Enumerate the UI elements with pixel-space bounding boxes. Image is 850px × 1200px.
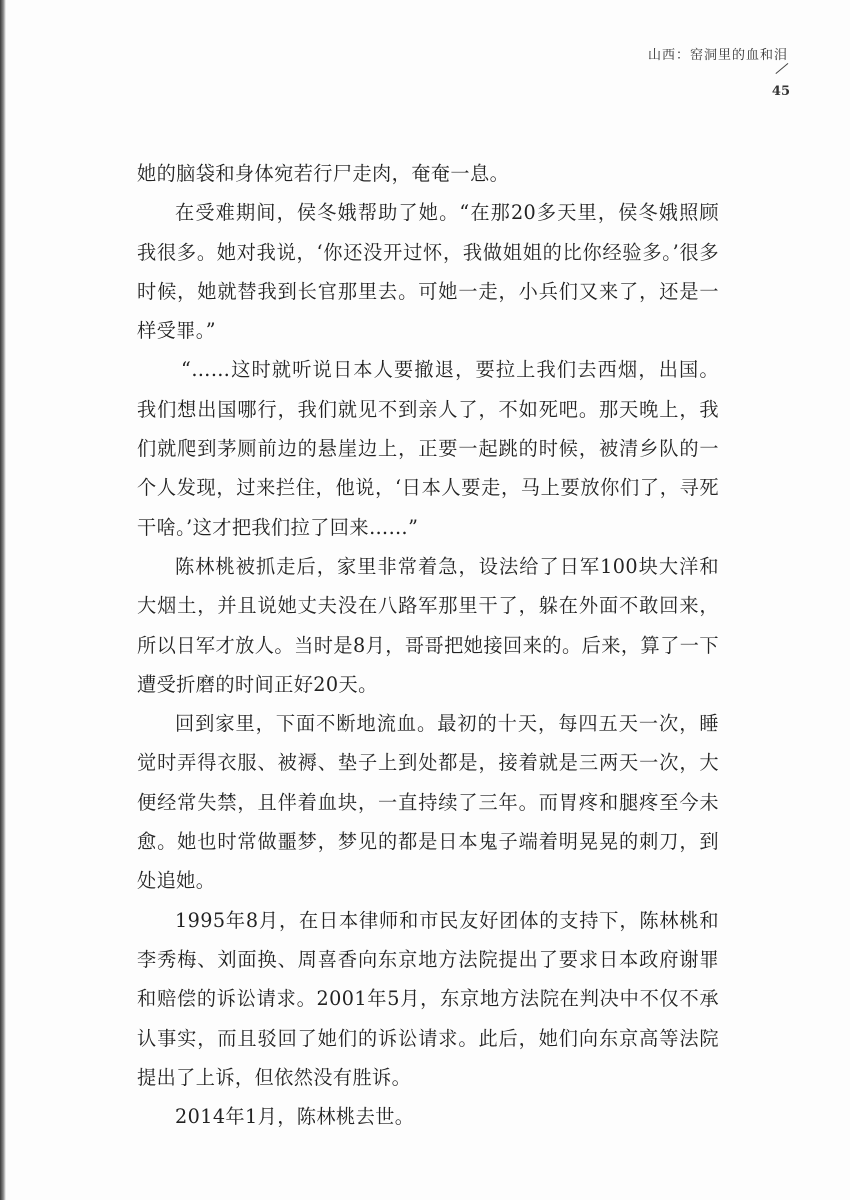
- paragraph: 回到家里，下面不断地流血。最初的十天，每四五天一次，睡觉时弄得衣服、被褥、垫子上到处都是，接着就是三两天一次，大便经常失禁，且伴着血块，一直持续了三年。而胃疼和腿疼至今未愈。她也时常做噩梦，梦见的都是日本鬼子端着明晃晃的刺刀，到处追她。: [137, 712, 719, 893]
- paragraph: 在受难期间，侯冬娥帮助了她。“在那20多天里，侯冬娥照顾我很多。她对我说，‘你还没开过怀，我做姐姐的比你经验多。’很多时候，她就替我到长官那里去。可她一走，小兵们又来了，还是一样受罪。”: [137, 201, 719, 343]
- page-binding-edge: [0, 0, 6, 1200]
- body-text: [137, 154, 719, 1136]
- paragraph: 1995年8月，在日本律师和市民友好团体的支持下，陈林桃和李秀梅、刘面换、周喜香向东京地方法院提出了要求日本政府谢罪和赔偿的诉讼请求。2001年5月，东京地方法院在判决中不仅不承认事实，而且驳回了她们的诉讼请求。此后，她们向东京高等法院提出了上诉，但依然没有胜诉。: [137, 908, 719, 1089]
- page-number: 45: [771, 84, 790, 99]
- header-divider: [775, 63, 788, 74]
- paragraph: 2014年1月，陈林桃去世。: [175, 1105, 415, 1129]
- chapter-title: 山西：窑洞里的血和泪: [647, 48, 788, 63]
- running-header: [647, 44, 790, 99]
- paragraph: 她的脑袋和身体宛若行尸走肉，奄奄一息。: [137, 162, 510, 185]
- quoted-paragraph: “……这时就听说日本人要撤退，要拉上我们去西烟，出国。我们想出国哪行，我们就见不到亲人了，不如死吧。那天晚上，我们就爬到茅厕前边的悬崖边上，正要一起跳的时候，被清乡队的一个人发现，过来拦住，他说，‘日本人要走，马上要放你们了，寻死干啥。’这才把我们拉了回来……”: [137, 358, 719, 539]
- paragraph: 陈林桃被抓走后，家里非常着急，设法给了日军100块大洋和大烟土，并且说她丈夫没在八路军那里干了，躲在外面不敢回来，所以日军才放人。当时是8月，哥哥把她接回来的。后来，算了一下遭受折磨的时间正好20天。: [137, 554, 719, 696]
